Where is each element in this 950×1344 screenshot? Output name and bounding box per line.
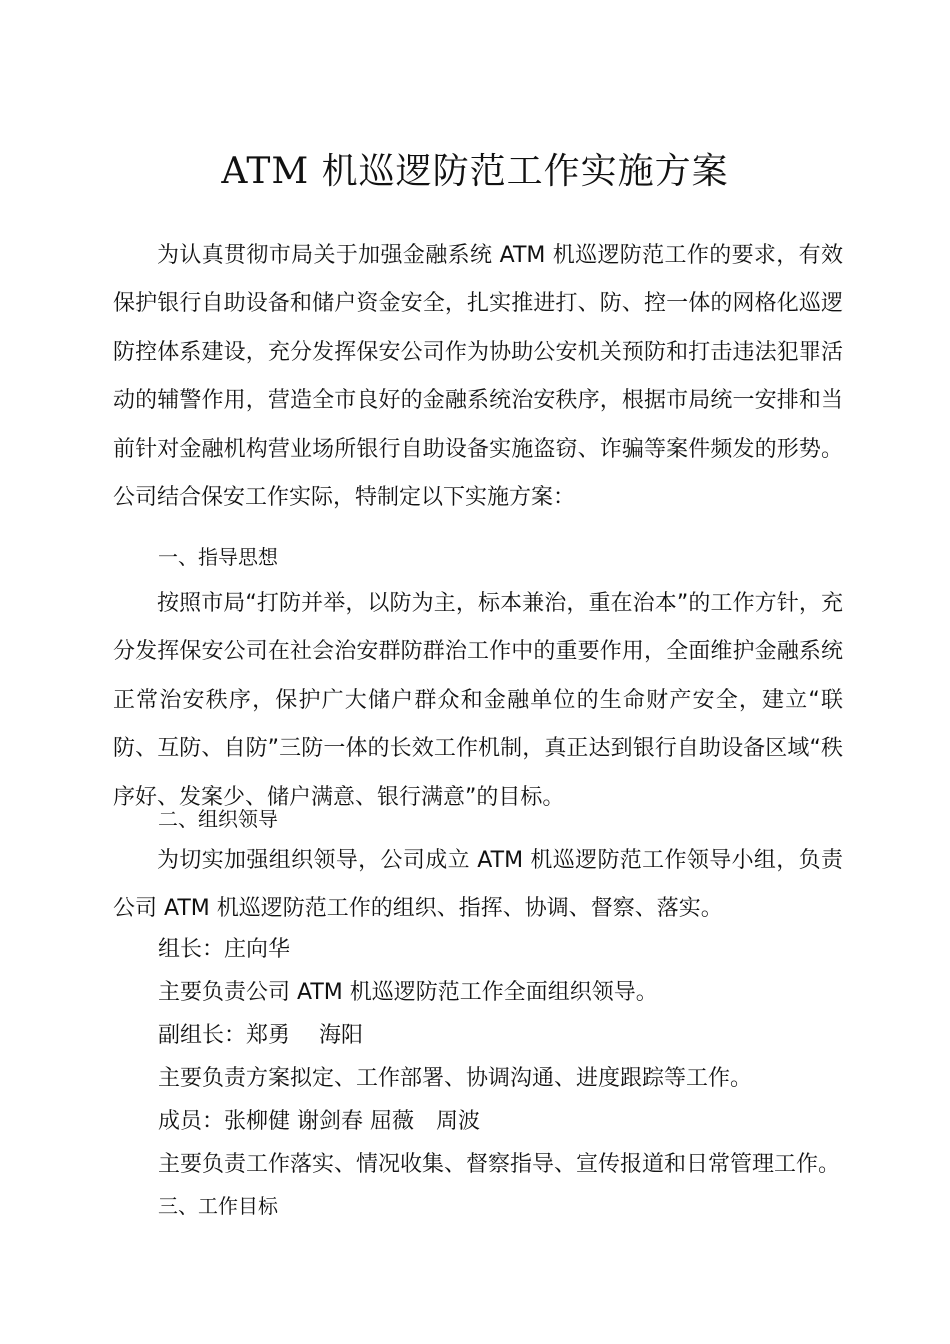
section-heading-guiding-thought: 一、指导思想 — [158, 545, 278, 569]
leader-duty-line: 主要负责公司 ATM 机巡逻防范工作全面组织领导。 — [158, 980, 658, 1005]
deputy-duty-line: 主要负责方案拟定、工作部署、协调沟通、进度跟踪等工作。 — [158, 1066, 753, 1091]
leader-line: 组长：庄向华 — [158, 937, 291, 962]
members-duty-line: 主要负责工作落实、情况收集、督察指导、宣传报道和日常管理工作。 — [158, 1152, 841, 1177]
intro-paragraph: 为认真贯彻市局关于加强金融系统 ATM 机巡逻防范工作的要求，有效保护银行自助设备和储户资金安全，扎实推进打、防、控一体的网格化巡逻防控体系建设，充分发挥保安公司作为协助公安机关预防和打击违法犯罪活动的辅警作用，营造全市良好的金融系统治安秩序，根据市局统一安排和当前针对金融机构营业场所银行自助设备实施盗窃、诈骗等案件频发的形势。公司结合保安工作实际，特制定以下实施方案： — [113, 243, 843, 511]
organization-paragraph: 为切实加强组织领导，公司成立 ATM 机巡逻防范工作领导小组，负责公司 ATM 机巡逻防范工作的组织、指挥、协调、督察、落实。 — [113, 848, 843, 922]
deputy-line: 副组长：郑勇 海阳 — [158, 1023, 363, 1048]
document-title: ATM 机巡逻防范工作实施方案 — [221, 151, 729, 192]
section-heading-organization: 二、组织领导 — [158, 807, 278, 831]
members-line: 成员：张柳健 谢剑春 屈薇 周波 — [158, 1109, 480, 1134]
guiding-thought-paragraph: 按照市局“打防并举，以防为主，标本兼治，重在治本”的工作方针，充分发挥保安公司在社会治安群防群治工作中的重要作用，全面维护金融系统正常治安秩序，保护广大储户群众和金融单位的生命财产安全，建立“联防、互防、自防”三防一体的长效工作机制，真正达到银行自助设备区域“秩序好、发案少、储户满意、银行满意”的目标。 — [113, 591, 843, 810]
section-heading-work-goals: 三、工作目标 — [158, 1194, 278, 1218]
